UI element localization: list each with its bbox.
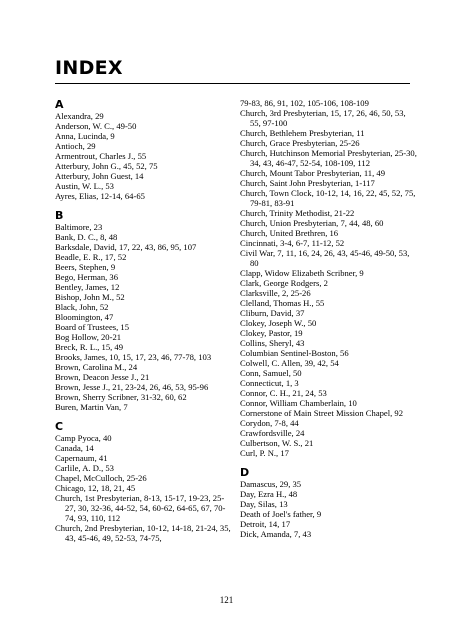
index-entry: Atterbury, John Guest, 14 — [55, 171, 144, 181]
index-entry: Barksdale, David, 17, 22, 43, 86, 95, 107 — [55, 242, 197, 252]
index-entry: Beers, Stephen, 9 — [55, 262, 116, 272]
index-entry: Clarksville, 2, 25-26 — [240, 288, 311, 298]
index-entry: Bentley, James, 12 — [55, 282, 120, 292]
index-entry: Church, Union Presbyterian, 7, 44, 48, 60 — [240, 218, 384, 228]
index-entry: Bloomington, 47 — [55, 312, 114, 322]
index-entry: Church, Town Clock, 10-12, 14, 16, 22, 45, 52, 75, 79-81, 83-91 — [240, 188, 416, 208]
index-entry: Armentrout, Charles J., 55 — [55, 151, 147, 161]
index-entry: Church, Mount Tabor Presbyterian, 11, 49 — [240, 168, 385, 178]
index-entry: Clark, George Rodgers, 2 — [240, 278, 328, 288]
index-entry: Clapp, Widow Elizabeth Scribner, 9 — [240, 268, 364, 278]
index-entry: Anderson, W. C., 49-50 — [55, 121, 137, 131]
index-entry: Day, Silas, 13 — [240, 499, 288, 509]
index-entry: Atterbury, John G., 45, 52, 75 — [55, 161, 158, 171]
index-entry: Corydon, 7-8, 44 — [240, 418, 299, 428]
index-entry: Baltimore, 23 — [55, 222, 103, 232]
index-entry: Clelland, Thomas H., 55 — [240, 298, 325, 308]
index-entry: Dick, Amanda, 7, 43 — [240, 529, 312, 539]
index-entry: Church, Trinity Methodist, 21-22 — [240, 208, 355, 218]
title-rule — [55, 83, 410, 84]
index-entry: Death of Joel's father, 9 — [240, 509, 322, 519]
index-entry: Antioch, 29 — [55, 141, 96, 151]
index-entry: Civil War, 7, 11, 16, 24, 26, 43, 45-46, 49-50, 53, 80 — [240, 248, 410, 268]
index-entry: Day, Ezra H., 48 — [240, 489, 298, 499]
index-entry: Connor, William Chamberlain, 10 — [240, 398, 357, 408]
index-entry: Bego, Herman, 36 — [55, 272, 119, 282]
page-number: 121 — [219, 595, 234, 605]
index-entry: Church, United Brethren, 16 — [240, 228, 339, 238]
index-entry: Cincinnati, 3-4, 6-7, 11-12, 52 — [240, 238, 345, 248]
index-entry: Bog Hollow, 20-21 — [55, 332, 122, 342]
index-entry: Breck, R. L., 15, 49 — [55, 342, 124, 352]
index-entry: Buren, Martin Van, 7 — [55, 402, 128, 412]
index-entry: Camp Pyoca, 40 — [55, 433, 112, 443]
index-entry: Colwell, C. Allen, 39, 42, 54 — [240, 358, 339, 368]
index-entry: Capernaum, 41 — [55, 453, 108, 463]
index-column-right — [240, 98, 418, 539]
index-entry: Bishop, John M., 52 — [55, 292, 125, 302]
index-entry: Carlile, A. D., 53 — [55, 463, 114, 473]
index-entry: Crawfordsville, 24 — [240, 428, 305, 438]
index-entry: Clokey, Pastor, 19 — [240, 328, 303, 338]
index-column-left — [55, 98, 231, 543]
index-entry: 79-83, 86, 91, 102, 105-106, 108-109 — [240, 98, 369, 108]
index-entry: Cliburn, David, 37 — [240, 308, 305, 318]
index-entry: Alexandra, 29 — [55, 111, 104, 121]
section-letter-a: A — [55, 98, 64, 111]
index-entry: Brown, Deacon Jesse J., 21 — [55, 372, 150, 382]
index-entry: Chicago, 12, 18, 21, 45 — [55, 483, 136, 493]
index-entry: Black, John, 52 — [55, 302, 109, 312]
index-entry: Canada, 14 — [55, 443, 94, 453]
index-entry: Columbian Sentinel-Boston, 56 — [240, 348, 349, 358]
index-entry: Chapel, McCulloch, 25-26 — [55, 473, 147, 483]
index-entry: Brown, Carolina M., 24 — [55, 362, 138, 372]
index-entry: Board of Trustees, 15 — [55, 322, 130, 332]
index-entry: Church, Saint John Presbyterian, 1-117 — [240, 178, 375, 188]
index-entry: Austin, W. L., 53 — [55, 181, 114, 191]
index-entry: Church, Grace Presbyterian, 25-26 — [240, 138, 360, 148]
section-letter-d: D — [240, 466, 250, 479]
index-entry: Bank, D. C., 8, 48 — [55, 232, 118, 242]
index-entry: Brown, Sherry Scribner, 31-32, 60, 62 — [55, 392, 187, 402]
index-entry: Church, 2nd Presbyterian, 10-12, 14-18, 21-24, 35, 43, 45-46, 49, 52-53, 74-75, — [55, 523, 231, 543]
index-entry: Culbertson, W. S., 21 — [240, 438, 314, 448]
section-letter-b: B — [55, 209, 64, 222]
index-entry: Brown, Jesse J., 21, 23-24, 26, 46, 53, 95-96 — [55, 382, 209, 392]
index-entry: Conn, Samuel, 50 — [240, 368, 302, 378]
index-entry: Collins, Sheryl, 43 — [240, 338, 305, 348]
page-title: INDEX — [55, 57, 123, 79]
index-entry: Church, 1st Presbyterian, 8-13, 15-17, 19-23, 25-27, 30, 32-36, 44-52, 54, 60-62, 64-65, 67, 70-74, 93, 110, 112 — [55, 493, 226, 523]
index-entry: Ayres, Elias, 12-14, 64-65 — [55, 191, 145, 201]
index-entry: Church, Hutchinson Memorial Presbyterian, 25-30, 34, 43, 46-47, 52-54, 108-109, 112 — [240, 148, 417, 168]
index-entry: Anna, Lucinda, 9 — [55, 131, 115, 141]
index-entry: Curl, P. N., 17 — [240, 448, 289, 458]
index-entry: Damascus, 29, 35 — [240, 479, 302, 489]
index-entry: Brooks, James, 10, 15, 17, 23, 46, 77-78, 103 — [55, 352, 212, 362]
index-entry: Clokey, Joseph W., 50 — [240, 318, 317, 328]
index-entry: Detroit, 14, 17 — [240, 519, 291, 529]
index-entry: Connecticut, 1, 3 — [240, 378, 299, 388]
index-entry: Connor, C. H., 21, 24, 53 — [240, 388, 327, 398]
index-entry: Beadle, E. R., 17, 52 — [55, 252, 127, 262]
index-entry: Church, 3rd Presbyterian, 15, 17, 26, 46, 50, 53, 55, 97-100 — [240, 108, 406, 128]
section-letter-c: C — [55, 420, 64, 433]
index-entry: Cornerstone of Main Street Mission Chapel, 92 — [240, 408, 404, 418]
index-entry: Church, Bethlehem Presbyterian, 11 — [240, 128, 365, 138]
